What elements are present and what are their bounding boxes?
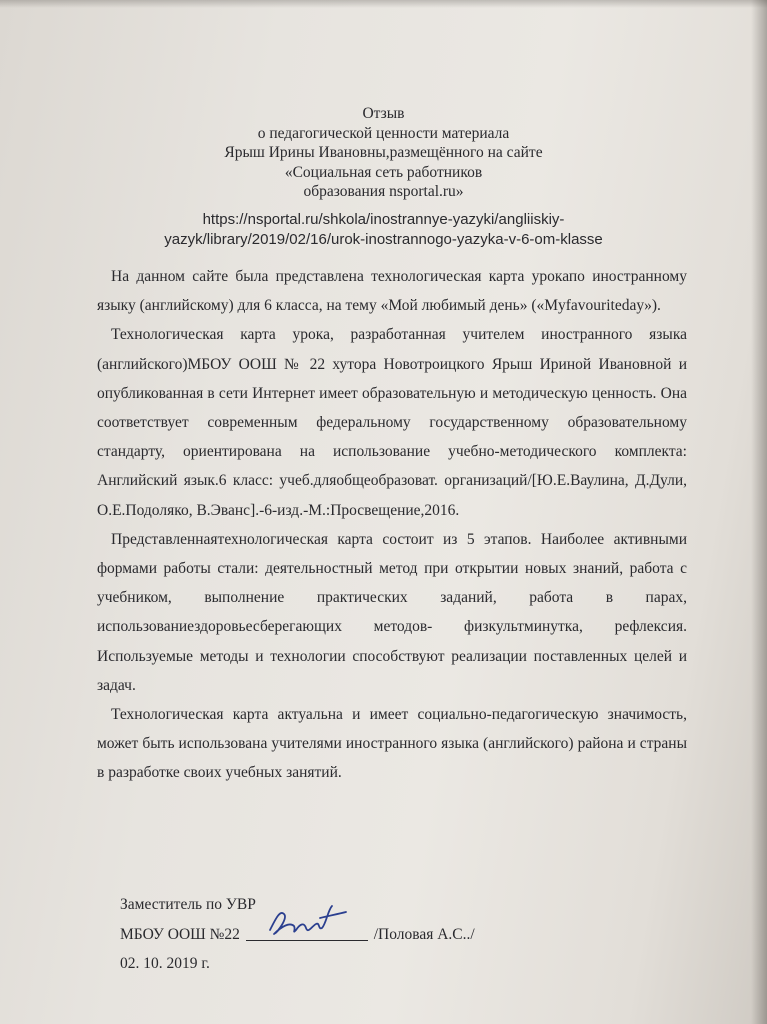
header-site-domain: образования nsportal.ru» bbox=[303, 183, 464, 200]
header-author: Ярыш Ирины Ивановны,размещённого на сайте bbox=[224, 144, 543, 161]
header-subject: о педагогической ценности материала bbox=[257, 124, 510, 142]
signer-position: Заместитель по УВР bbox=[120, 896, 256, 913]
paragraph-evaluation: Технологическая карта урока, разработанная учителем иностранного языка (английского)МБОУ ООШ № 22 хутора Новотроицкого Ярыш Ириной Ивановной и опубликованная в сети Интернет имеет образовательную и методическую ценность. Она соответствует современным федеральному государственному образовательному стандарту, ориентирована на использование учебно-методического комплекта: Английский язык.6 класс: учеб.дляобщеобразоват. организаций/[Ю.Е.Ваулина, Д.Дули, О.Е.Подоляко, В.Эванс].-6-изд.-М.:Просвещение,2016. bbox=[97, 326, 687, 519]
signature-block bbox=[120, 890, 540, 979]
paragraph-introduction: На данном сайте была представлена технологическая карта урокапо иностранному языку (английскому) для 6 класса, на тему «Мой любимый день» («Myfavouriteday»). bbox=[97, 268, 687, 315]
paragraph-conclusion: Технологическая карта актуальна и имеет социально-педагогическую значимость, может быть использована учителями иностранного языка (английского) района и страны в разработке своих учебных занятий. bbox=[97, 706, 687, 782]
signer-line bbox=[120, 920, 540, 950]
handwritten-signature-icon bbox=[266, 900, 350, 940]
document-date: 02. 10. 2019 г. bbox=[120, 955, 210, 972]
document-body bbox=[97, 262, 687, 788]
document-title: Отзыв bbox=[362, 105, 405, 122]
material-url-line-1: https://nsportal.ru/shkola/inostrannye-yazyki/angliiskiy- bbox=[202, 211, 565, 228]
signer-name: /Половая А.С../ bbox=[373, 925, 475, 943]
material-url bbox=[0, 210, 767, 249]
material-url-line-2: yazyk/library/2019/02/16/urok-inostrannogo-yazyka-v-6-om-klasse bbox=[164, 230, 603, 248]
document-header bbox=[0, 104, 767, 202]
page-edge-shadow-top bbox=[0, 0, 767, 8]
paragraph-structure: Представленнаятехнологическая карта состоит из 5 этапов. Наиболее активными формами работы стали: деятельностный метод при открытии новых знаний, работа с учебником, выполнение практических заданий, работа в парах, использованиездоровьесберегающих методов- физкультминутка, рефлексия. Используемые методы и технологии способствуют реализации поставленных целей и задач. bbox=[97, 530, 687, 694]
signer-organization: МБОУ ООШ №22 bbox=[120, 925, 240, 943]
header-site-name: «Социальная сеть работников bbox=[284, 163, 483, 181]
signature-line bbox=[246, 922, 368, 941]
